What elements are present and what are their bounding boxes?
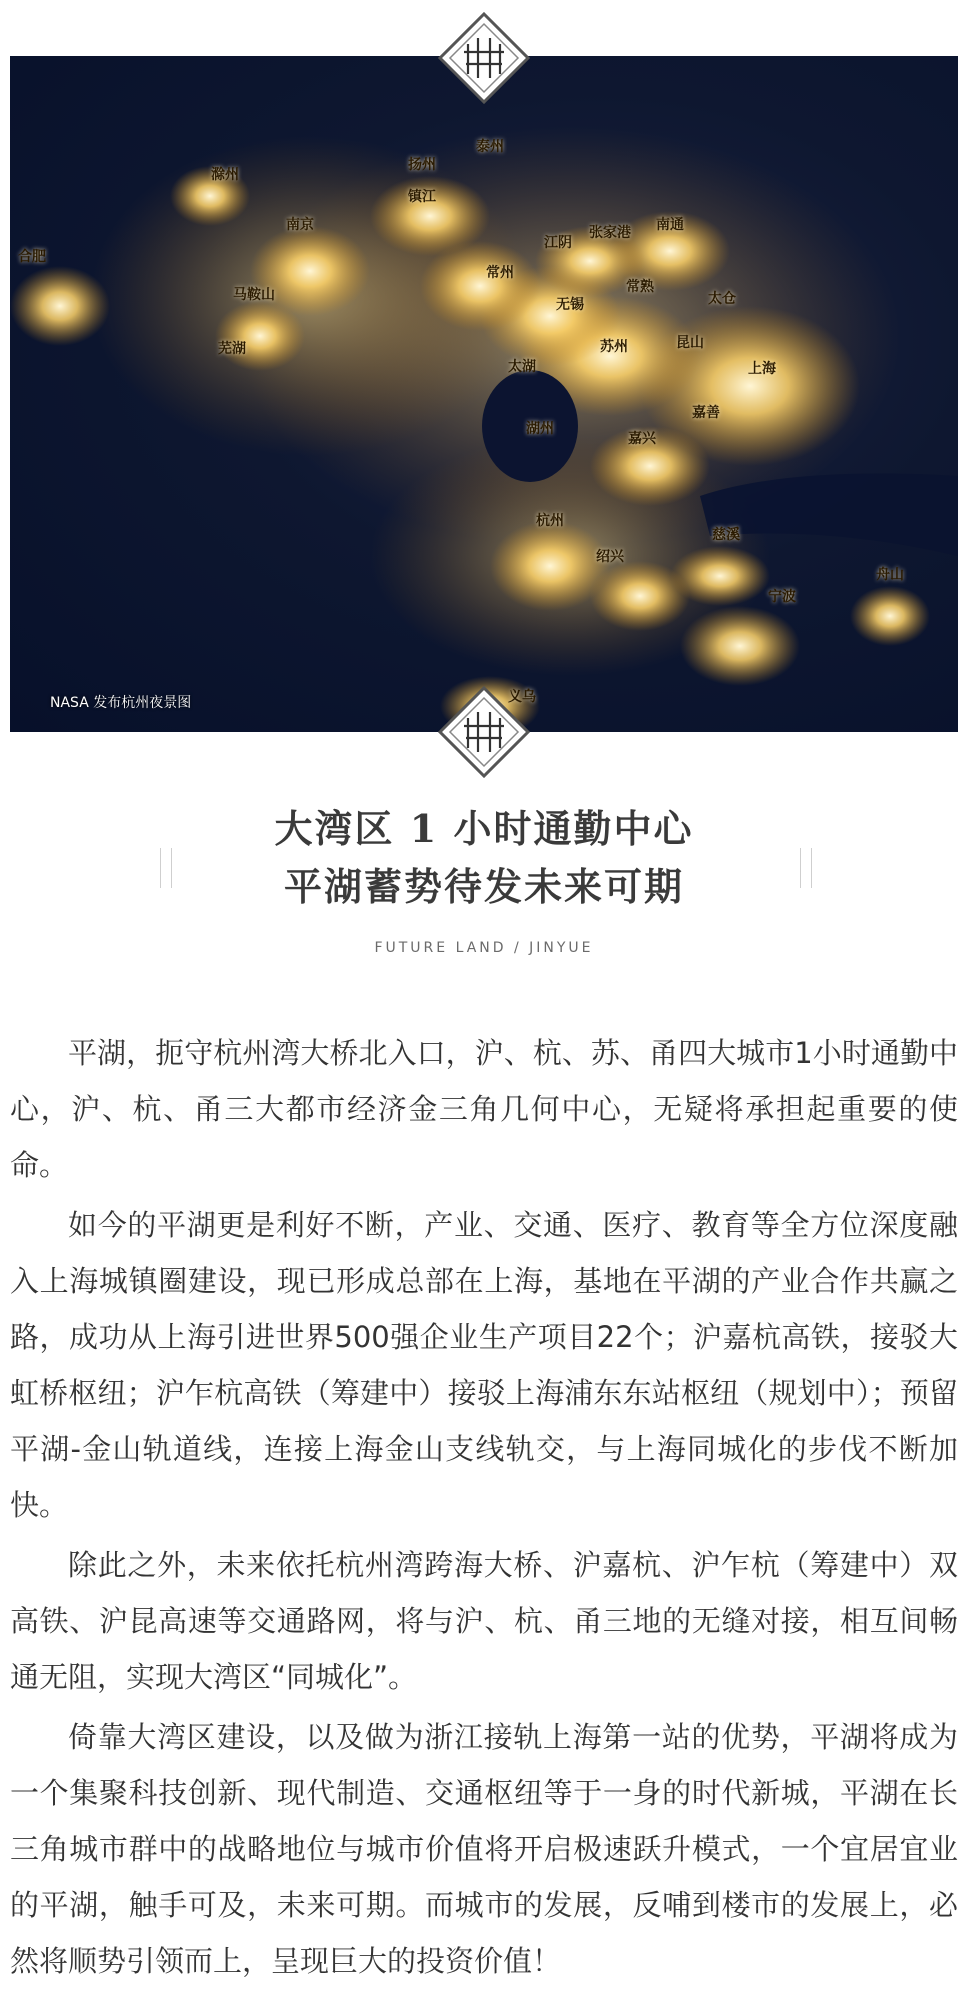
section-title (0, 800, 968, 916)
city-label-shaoxing: 绍兴 (596, 549, 624, 565)
city-label-hangzhou: 杭州 (536, 513, 564, 529)
city-label-yangzhou: 扬州 (408, 157, 436, 173)
city-label-suzhou: 苏州 (600, 339, 628, 355)
city-label-zhangjiagang: 张家港 (589, 225, 631, 241)
city-label-taicang: 太仓 (708, 291, 736, 307)
city-lights-graphic (10, 56, 958, 732)
city-label-shanghai: 上海 (748, 361, 776, 377)
night-satellite-map (10, 56, 958, 732)
city-label-zhoushan: 舟山 (876, 567, 904, 583)
paragraph: 除此之外，未来依托杭州湾跨海大桥、沪嘉杭、沪乍杭（筹建中）双高铁、沪昆高速等交通路网，将与沪、杭、甬三地的无缝对接，相互间畅通无阻，实现大湾区“同城化”。 (10, 1548, 958, 1694)
city-label-jiangyin: 江阴 (544, 235, 572, 251)
brand-logo-badge-top (438, 12, 530, 104)
paragraph: 平湖，扼守杭州湾大桥北入口，沪、杭、苏、甬四大城市1小时通勤中心，沪、杭、甬三大都市经济金三角几何中心，无疑将承担起重要的使命。 (10, 1036, 958, 1182)
city-label-wuhu: 芜湖 (218, 341, 246, 357)
city-label-huzhou: 湖州 (526, 421, 554, 437)
paragraph: 如今的平湖更是利好不断，产业、交通、医疗、教育等全方位深度融入上海城镇圈建设，现已形成总部在上海，基地在平湖的产业合作共赢之路，成功从上海引进世界500强企业生产项目22个；沪嘉杭高铁，接驳大虹桥枢纽；沪乍杭高铁（筹建中）接驳上海浦东东站枢纽（规划中）；预留平湖-金山轨道线，连接上海金山支线轨交，与上海同城化的步伐不断加快。 (10, 1208, 958, 1522)
brand-logo-badge-bottom (438, 686, 530, 778)
city-label-maanshan: 马鞍山 (233, 287, 275, 303)
city-label-changzhou: 常州 (486, 265, 514, 281)
brand-subtitle: FUTURE LAND / JINYUE (374, 940, 594, 956)
city-label-chuzhou: 滁州 (211, 167, 239, 183)
city-label-yiwu: 义乌 (508, 689, 536, 705)
city-label-changshu: 常熟 (626, 279, 654, 295)
map-caption: NASA 发布杭州夜景图 (50, 695, 192, 711)
city-label-ningbo: 宁波 (768, 589, 796, 605)
city-label-jiashan: 嘉善 (692, 405, 720, 421)
city-label-nanjing: 南京 (286, 217, 314, 233)
paragraph: 倚靠大湾区建设，以及做为浙江接轨上海第一站的优势，平湖将成为一个集聚科技创新、现代制造、交通枢纽等于一身的时代新城，平湖在长三角城市群中的战略地位与城市价值将开启极速跃升模式，一个宜居宜业的平湖，触手可及，未来可期。而城市的发展，反哺到楼市的发展上，必然将顺势引领而上，呈现巨大的投资价值！ (10, 1720, 958, 1978)
city-label-hefei: 合肥 (18, 249, 46, 265)
article-body (10, 1025, 958, 1993)
city-label-taizhou: 泰州 (476, 139, 504, 155)
city-label-taihu: 太湖 (508, 359, 536, 375)
title-line-1: 大湾区 1 小时通勤中心 (274, 806, 694, 851)
city-label-jiaxing: 嘉兴 (628, 431, 656, 447)
city-label-cixi: 慈溪 (712, 527, 740, 543)
city-label-zhenjiang: 镇江 (408, 189, 436, 205)
title-line-2: 平湖蓄势待发未来可期 (283, 864, 684, 909)
city-label-nantong: 南通 (656, 217, 684, 233)
city-label-wuxi: 无锡 (556, 297, 584, 313)
city-label-kunshan: 昆山 (676, 335, 704, 351)
